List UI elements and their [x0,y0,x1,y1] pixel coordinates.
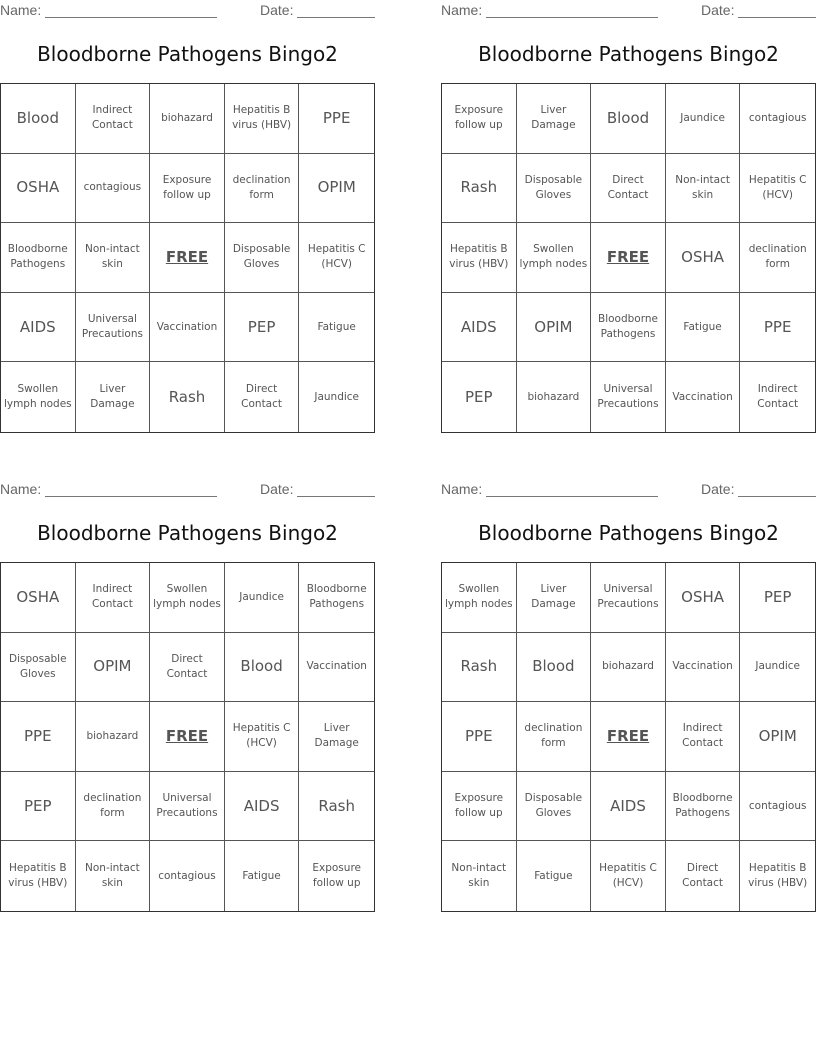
bingo-cell: Non-intact skin [76,223,151,293]
free-space: FREE [150,223,225,293]
date-label: Date: [260,481,294,497]
bingo-card [0,0,375,432]
bingo-cell: Blood [1,84,76,154]
bingo-cell: Vaccination [299,633,374,703]
card-header [0,479,375,499]
date-line [738,496,816,497]
bingo-cell: contagious [150,841,225,911]
bingo-cell: Bloodborne Pathogens [299,563,374,633]
bingo-grid [441,83,816,433]
bingo-cell: Indirect Contact [757,383,799,411]
card-header [441,479,816,499]
bingo-cell: Hepatitis C (HCV) [299,223,374,293]
bingo-cell: AIDS [1,293,76,363]
bingo-cell: Rash [299,772,374,842]
bingo-card [0,479,375,911]
bingo-cell: contagious [740,772,815,842]
card-title: Bloodborne Pathogens Bingo2 [478,521,779,545]
bingo-cell: Hepatitis B virus (HBV) [748,862,808,890]
bingo-cell: Disposable Gloves [517,154,592,224]
bingo-cell: Jaundice [666,84,741,154]
bingo-cell: Vaccination [666,362,741,432]
bingo-cell: declination form [76,772,151,842]
bingo-cell: Swollen lymph nodes [517,223,592,293]
bingo-cell: Exposure follow up [442,84,517,154]
bingo-cell: Swollen lymph nodes [1,362,76,432]
bingo-cell: Jaundice [314,390,360,403]
bingo-cell: Direct Contact [225,362,300,432]
bingo-cell: Exposure follow up [312,862,361,890]
card-header [0,0,375,20]
bingo-cell: Exposure follow up [442,772,517,842]
bingo-cell: biohazard [517,362,592,432]
bingo-cell: biohazard [76,702,151,772]
bingo-cell: Blood [591,84,666,154]
bingo-cell: Universal Precautions [591,563,666,633]
bingo-cell: AIDS [591,772,666,842]
bingo-cell: Vaccination [666,633,741,703]
bingo-cell: PEP [442,362,517,432]
bingo-cell: Indirect Contact [76,84,151,154]
bingo-cell: PEP [740,563,815,633]
free-space: FREE [150,702,225,772]
bingo-cell: PPE [442,702,517,772]
bingo-cell: Hepatitis B virus (HBV) [442,223,517,293]
name-line [45,17,217,18]
bingo-cell: Rash [150,362,225,432]
bingo-cell: Rash [442,633,517,703]
bingo-cell: Hepatitis C (HCV) [591,841,666,911]
card-header [441,0,816,20]
bingo-cell: OSHA [1,563,76,633]
bingo-cell: Disposable Gloves [225,223,300,293]
bingo-cell: Liver Damage [299,702,374,772]
bingo-card [441,479,816,911]
bingo-cell: Direct Contact [150,633,225,703]
name-line [486,17,658,18]
bingo-cell: OPIM [740,702,815,772]
bingo-cell: Vaccination [150,293,225,363]
card-title: Bloodborne Pathogens Bingo2 [478,42,779,66]
bingo-cell: Bloodborne Pathogens [591,293,666,363]
bingo-cell: Hepatitis B virus (HBV) [1,841,76,911]
name-line [486,496,658,497]
bingo-cell: Fatigue [299,293,374,363]
bingo-cell: Hepatitis C (HCV) [740,154,815,224]
bingo-cell: PPE [299,84,374,154]
name-label: Name: [0,481,42,497]
bingo-cell: Indirect Contact [76,563,151,633]
date-line [738,17,816,18]
bingo-cell: Jaundice [225,563,300,633]
name-label: Name: [0,2,42,18]
bingo-cell: Jaundice [740,633,815,703]
bingo-cell: OSHA [1,154,76,224]
bingo-cell: declination form [225,154,300,224]
date-label: Date: [701,481,735,497]
bingo-cell: Swollen lymph nodes [442,563,517,633]
bingo-cell: declination form [740,223,815,293]
bingo-cell: OSHA [666,563,741,633]
bingo-cell: Fatigue [666,293,741,363]
date-line [297,496,375,497]
bingo-cell: contagious [76,154,151,224]
bingo-cell: Direct Contact [666,841,741,911]
name-label: Name: [441,2,483,18]
name-label: Name: [441,481,483,497]
bingo-cell: Fatigue [225,841,300,911]
bingo-cell: PPE [1,702,76,772]
bingo-cell: Direct Contact [591,154,666,224]
card-title: Bloodborne Pathogens Bingo2 [37,42,338,66]
bingo-cell: OPIM [299,154,374,224]
bingo-cell: Fatigue [517,841,592,911]
bingo-cell: Swollen lymph nodes [150,563,225,633]
date-label: Date: [260,2,294,18]
bingo-cell: OSHA [666,223,741,293]
date-label: Date: [701,2,735,18]
bingo-cell: Bloodborne Pathogens [666,772,741,842]
bingo-cell: declination form [517,702,592,772]
bingo-cell: Rash [442,154,517,224]
bingo-cell: AIDS [225,772,300,842]
bingo-cell: Disposable Gloves [1,633,76,703]
bingo-cell: Non-intact skin [76,841,151,911]
bingo-cell: Universal Precautions [76,293,151,363]
bingo-cell: OPIM [517,293,592,363]
card-title: Bloodborne Pathogens Bingo2 [37,521,338,545]
bingo-cell: PEP [225,293,300,363]
bingo-cell: biohazard [150,84,225,154]
bingo-cell: Hepatitis C (HCV) [225,702,300,772]
bingo-cell: biohazard [591,633,666,703]
date-line [297,17,375,18]
bingo-cell: Universal Precautions [591,362,666,432]
bingo-cell: Blood [517,633,592,703]
bingo-cell: OPIM [76,633,151,703]
bingo-cell: Liver Damage [517,84,592,154]
bingo-grid [0,562,375,912]
bingo-cell: Exposure follow up [150,154,225,224]
bingo-cell: Disposable Gloves [517,772,592,842]
bingo-cell: Liver Damage [76,362,151,432]
free-space: FREE [591,223,666,293]
bingo-cell: Non-intact skin [666,154,741,224]
bingo-cell: contagious [740,84,815,154]
bingo-cell: Indirect Contact [666,702,741,772]
bingo-cell: Hepatitis B virus (HBV) [225,84,300,154]
name-line [45,496,217,497]
free-space: FREE [591,702,666,772]
bingo-card [441,0,816,432]
bingo-cell: Non-intact skin [442,841,517,911]
bingo-grid [0,83,375,433]
bingo-cell: PEP [1,772,76,842]
bingo-cell: Blood [225,633,300,703]
bingo-cell: AIDS [442,293,517,363]
bingo-cell: PPE [740,293,815,363]
bingo-cell: Bloodborne Pathogens [1,223,76,293]
bingo-cell: Universal Precautions [150,772,225,842]
bingo-cell: Liver Damage [517,563,592,633]
bingo-grid [441,562,816,912]
